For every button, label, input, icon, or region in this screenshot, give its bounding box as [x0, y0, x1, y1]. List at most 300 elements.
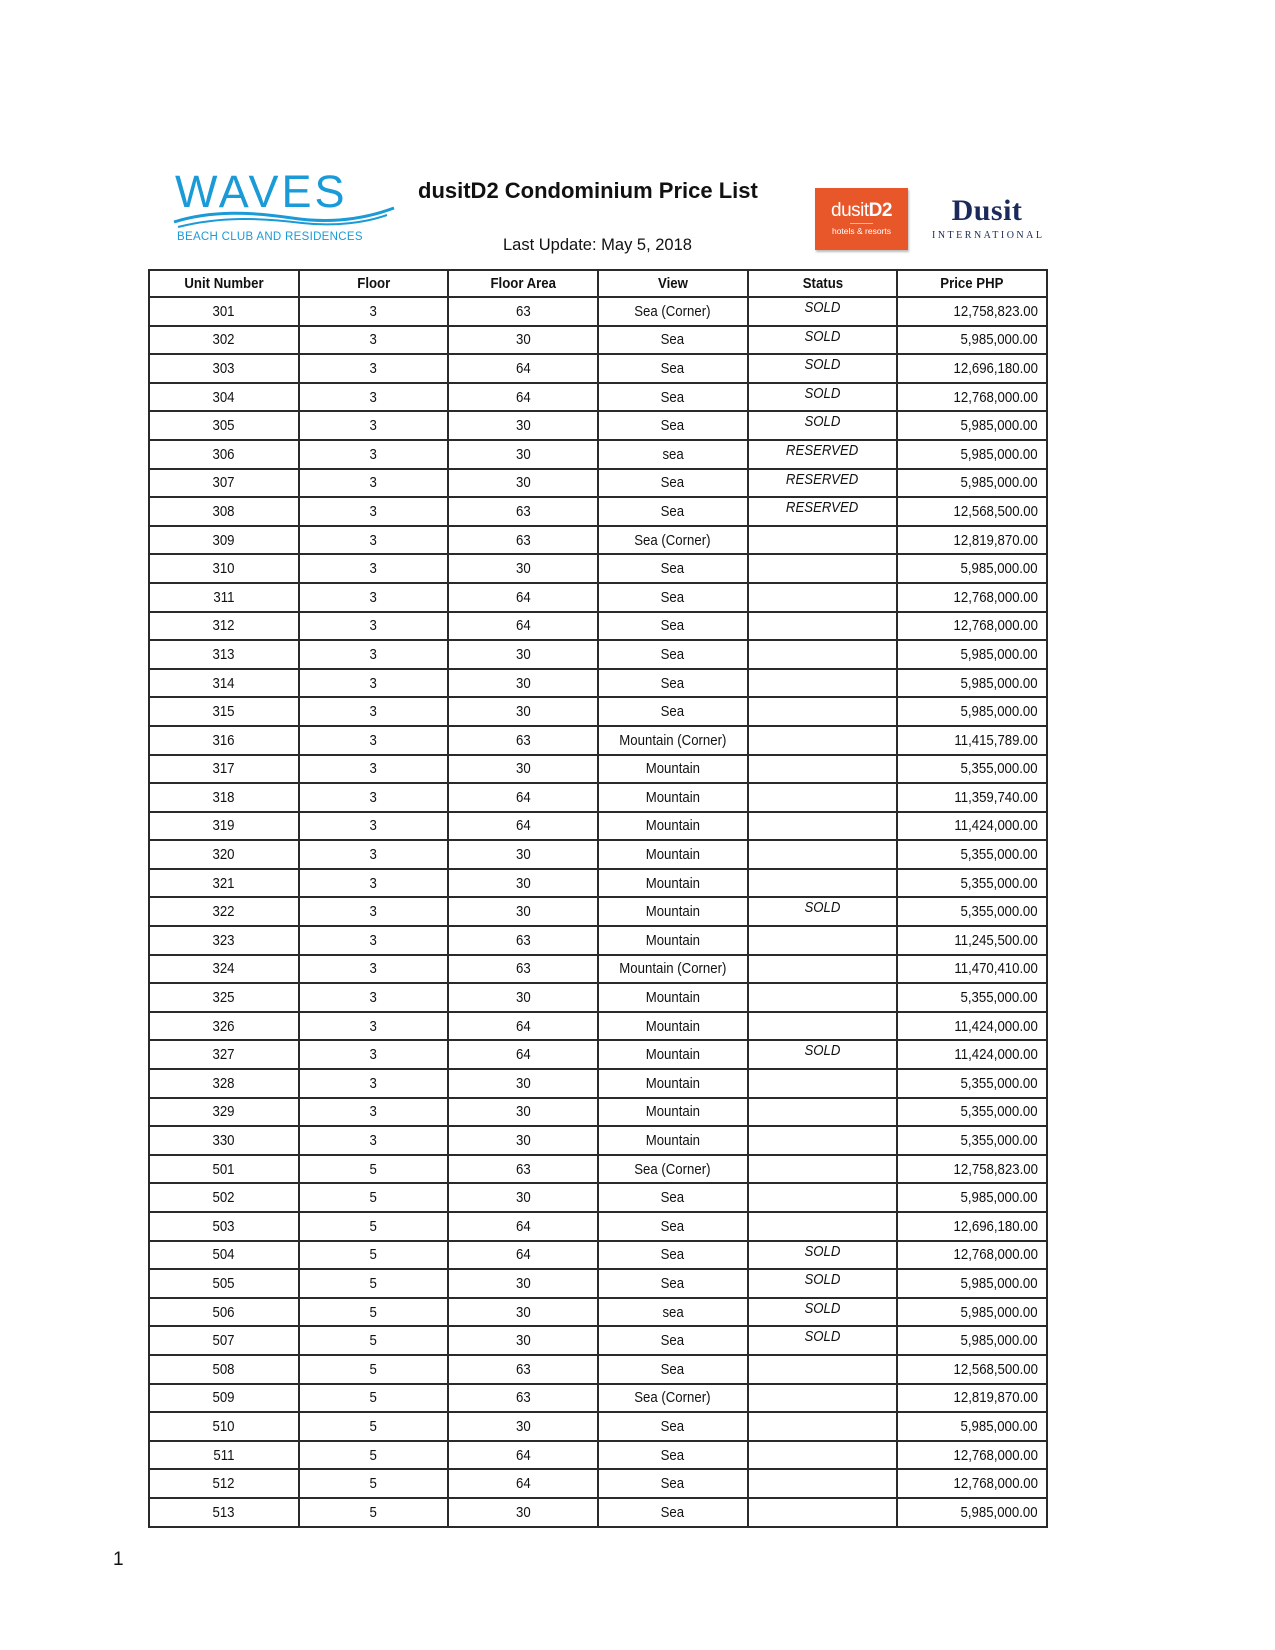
cell-value: 5,355,000.00 [960, 1103, 1038, 1121]
cell-status [748, 955, 898, 984]
waves-logo-word: WAVES [175, 166, 348, 217]
cell-floor [299, 897, 449, 926]
cell-price [897, 840, 1047, 869]
table-row [149, 1212, 1047, 1241]
cell-value: 327 [212, 1046, 235, 1064]
cell-price [897, 1155, 1047, 1184]
cell-value: 30 [515, 1503, 531, 1521]
last-update: Last Update: May 5, 2018 [503, 236, 692, 254]
cell-value: 311 [213, 588, 235, 606]
cell-price [897, 1040, 1047, 1069]
cell-floor-area [448, 1098, 598, 1127]
cell-value: 303 [212, 359, 235, 377]
cell-status [748, 440, 898, 469]
cell-floor-area [448, 297, 598, 326]
cell-value: 5,985,000.00 [960, 474, 1038, 492]
table-header-row [149, 270, 1047, 297]
cell-value: Sea [661, 560, 685, 578]
cell-unit-number [149, 383, 299, 412]
table-row [149, 583, 1047, 612]
table-row [149, 983, 1047, 1012]
cell-value: 3 [369, 588, 378, 606]
cell-unit-number [149, 1384, 299, 1413]
cell-status [748, 840, 898, 869]
cell-unit-number [149, 1269, 299, 1298]
cell-floor [299, 1441, 449, 1470]
cell-price [897, 669, 1047, 698]
table-row [149, 1012, 1047, 1041]
cell-floor [299, 1355, 449, 1384]
cell-floor [299, 1326, 449, 1355]
cell-unit-number [149, 1241, 299, 1270]
waves-logo [172, 166, 397, 250]
cell-value: 3 [369, 502, 378, 520]
cell-unit-number [149, 1298, 299, 1327]
cell-unit-number [149, 1012, 299, 1041]
cell-value: 503 [212, 1217, 235, 1235]
cell-value: SOLD [804, 1328, 841, 1346]
cell-value: 64 [515, 1446, 531, 1464]
cell-value: 64 [515, 588, 531, 606]
cell-view [598, 526, 748, 555]
table-row [149, 1126, 1047, 1155]
cell-unit-number [149, 440, 299, 469]
table-row [149, 955, 1047, 984]
table-row [149, 755, 1047, 784]
cell-value: Sea [661, 645, 685, 663]
cell-view [598, 783, 748, 812]
cell-status [748, 697, 898, 726]
table-row [149, 1469, 1047, 1498]
cell-value: 30 [515, 1274, 531, 1292]
cell-floor [299, 526, 449, 555]
cell-value: 301 [212, 302, 235, 320]
cell-floor-area [448, 526, 598, 555]
cell-value: 5 [369, 1274, 378, 1292]
cell-view [598, 955, 748, 984]
cell-value: 328 [212, 1074, 235, 1092]
cell-value: 63 [515, 960, 531, 978]
cell-floor [299, 354, 449, 383]
cell-value: 310 [212, 560, 235, 578]
cell-unit-number [149, 1126, 299, 1155]
cell-floor [299, 697, 449, 726]
cell-floor [299, 1012, 449, 1041]
cell-value: 312 [212, 617, 235, 635]
cell-floor [299, 1155, 449, 1184]
cell-view [598, 726, 748, 755]
cell-value: 3 [369, 474, 378, 492]
cell-unit-number [149, 1183, 299, 1212]
page-number: 1 [113, 1549, 124, 1570]
cell-status [748, 383, 898, 412]
cell-price [897, 583, 1047, 612]
cell-value: 11,424,000.00 [954, 817, 1038, 835]
cell-value: 3 [369, 931, 378, 949]
cell-status [748, 1155, 898, 1184]
cell-value: Sea (Corner) [634, 1389, 711, 1407]
cell-unit-number [149, 926, 299, 955]
cell-value: 63 [515, 731, 531, 749]
cell-value: 307 [212, 474, 235, 492]
cell-status [748, 554, 898, 583]
cell-value: 64 [515, 817, 531, 835]
cell-floor-area [448, 640, 598, 669]
cell-value: 5,355,000.00 [960, 1074, 1038, 1092]
table-row [149, 869, 1047, 898]
cell-unit-number [149, 297, 299, 326]
dusit-logo-word: Dusit [951, 194, 1023, 227]
cell-floor [299, 497, 449, 526]
cell-view [598, 554, 748, 583]
table-row [149, 497, 1047, 526]
cell-unit-number [149, 526, 299, 555]
cell-value: 5,985,000.00 [960, 1274, 1038, 1292]
cell-floor-area [448, 783, 598, 812]
cell-unit-number [149, 354, 299, 383]
cell-value: 5 [369, 1189, 378, 1207]
cell-value: 3 [369, 760, 378, 778]
cell-value: 12,568,500.00 [953, 502, 1038, 520]
cell-value: RESERVED [786, 470, 859, 488]
cell-value: 30 [515, 1417, 531, 1435]
cell-price [897, 1012, 1047, 1041]
cell-status [748, 640, 898, 669]
cell-view [598, 669, 748, 698]
cell-floor [299, 1040, 449, 1069]
cell-value: Sea [661, 1332, 685, 1350]
cell-price [897, 526, 1047, 555]
cell-value: 5 [369, 1332, 378, 1350]
cell-floor [299, 640, 449, 669]
cell-view [598, 869, 748, 898]
cell-view [598, 497, 748, 526]
cell-floor [299, 1498, 449, 1527]
cell-price [897, 383, 1047, 412]
cell-value: 505 [212, 1274, 235, 1292]
cell-view [598, 440, 748, 469]
table-row [149, 897, 1047, 926]
cell-floor-area [448, 1412, 598, 1441]
dusit-international-logo [932, 194, 1045, 250]
cell-value: Sea [661, 1246, 685, 1264]
cell-price [897, 1384, 1047, 1413]
cell-value: Sea (Corner) [634, 531, 711, 549]
cell-view [598, 1326, 748, 1355]
cell-floor [299, 1269, 449, 1298]
cell-value: SOLD [804, 356, 841, 374]
table-row [149, 1298, 1047, 1327]
cell-price [897, 955, 1047, 984]
cell-value: Sea [661, 1189, 685, 1207]
cell-price [897, 326, 1047, 355]
cell-value: 329 [212, 1103, 235, 1121]
cell-value: Sea [661, 502, 685, 520]
cell-value: Sea [661, 388, 685, 406]
cell-value: Mountain [645, 1074, 700, 1092]
cell-value: 3 [369, 874, 378, 892]
cell-value: 12,819,870.00 [953, 1389, 1038, 1407]
cell-unit-number [149, 983, 299, 1012]
cell-value: 5,355,000.00 [960, 903, 1038, 921]
cell-value: 30 [515, 1303, 531, 1321]
cell-value: 3 [369, 846, 378, 864]
cell-floor [299, 383, 449, 412]
cell-price [897, 783, 1047, 812]
column-header-floor-area [448, 270, 598, 297]
cell-unit-number [149, 955, 299, 984]
cell-floor-area [448, 697, 598, 726]
cell-value: 3 [369, 989, 378, 1007]
cell-value: 308 [212, 502, 235, 520]
column-header-label: Floor [356, 275, 390, 292]
table-row [149, 669, 1047, 698]
cell-floor-area [448, 955, 598, 984]
cell-status [748, 469, 898, 498]
cell-value: 3 [369, 417, 378, 435]
cell-status [748, 1441, 898, 1470]
cell-value: Sea [661, 1503, 685, 1521]
cell-value: 64 [515, 1217, 531, 1235]
cell-value: 12,768,000.00 [953, 1446, 1038, 1464]
cell-value: 321 [212, 874, 235, 892]
cell-floor-area [448, 1069, 598, 1098]
cell-value: Mountain [645, 846, 700, 864]
cell-value: Mountain [645, 1046, 700, 1064]
cell-price [897, 726, 1047, 755]
cell-view [598, 840, 748, 869]
cell-status [748, 1212, 898, 1241]
cell-status [748, 1326, 898, 1355]
cell-value: 5 [369, 1217, 378, 1235]
cell-value: 5 [369, 1389, 378, 1407]
cell-value: 11,245,500.00 [954, 931, 1038, 949]
cell-floor-area [448, 1469, 598, 1498]
cell-unit-number [149, 640, 299, 669]
cell-unit-number [149, 1069, 299, 1098]
cell-floor [299, 297, 449, 326]
table-row [149, 1269, 1047, 1298]
cell-value: Mountain [645, 788, 700, 806]
cell-value: 3 [369, 731, 378, 749]
cell-value: 508 [212, 1360, 235, 1378]
cell-floor-area [448, 983, 598, 1012]
cell-value: Sea [661, 1446, 685, 1464]
cell-floor-area [448, 669, 598, 698]
table-row [149, 297, 1047, 326]
cell-price [897, 440, 1047, 469]
cell-floor-area [448, 869, 598, 898]
cell-value: 5,985,000.00 [960, 1503, 1038, 1521]
cell-unit-number [149, 1355, 299, 1384]
cell-value: 64 [515, 617, 531, 635]
dusitd2-brand-bold: D2 [868, 200, 892, 221]
cell-status [748, 812, 898, 841]
cell-value: 30 [515, 645, 531, 663]
cell-floor-area [448, 583, 598, 612]
table-row [149, 1441, 1047, 1470]
table-row [149, 1412, 1047, 1441]
cell-value: 12,768,000.00 [953, 617, 1038, 635]
cell-value: 3 [369, 302, 378, 320]
cell-value: Sea (Corner) [634, 1160, 711, 1178]
cell-status [748, 869, 898, 898]
table-row [149, 1241, 1047, 1270]
table-row [149, 1155, 1047, 1184]
cell-status [748, 326, 898, 355]
cell-floor [299, 583, 449, 612]
table-row [149, 383, 1047, 412]
cell-value: 3 [369, 1074, 378, 1092]
cell-floor-area [448, 411, 598, 440]
cell-value: 3 [369, 1132, 378, 1150]
cell-view [598, 1355, 748, 1384]
cell-floor [299, 440, 449, 469]
cell-value: 304 [212, 388, 235, 406]
cell-value: 5,985,000.00 [960, 331, 1038, 349]
cell-view [598, 1155, 748, 1184]
dusitd2-logo [815, 188, 908, 250]
cell-value: 323 [212, 931, 235, 949]
cell-value: 5,985,000.00 [960, 703, 1038, 721]
cell-unit-number [149, 812, 299, 841]
cell-value: sea [662, 1303, 684, 1321]
cell-status [748, 1412, 898, 1441]
cell-view [598, 1384, 748, 1413]
cell-value: 318 [212, 788, 235, 806]
cell-value: 5,355,000.00 [960, 874, 1038, 892]
cell-value: 501 [212, 1160, 235, 1178]
cell-value: 3 [369, 1046, 378, 1064]
table-row [149, 783, 1047, 812]
cell-value: Mountain [645, 989, 700, 1007]
cell-value: 63 [515, 302, 531, 320]
cell-value: Sea [661, 1360, 685, 1378]
cell-value: 12,768,000.00 [953, 1475, 1038, 1493]
table-row [149, 1040, 1047, 1069]
cell-status [748, 1469, 898, 1498]
cell-value: Sea [661, 1417, 685, 1435]
cell-status [748, 1298, 898, 1327]
column-header-label: View [657, 275, 688, 292]
cell-floor [299, 812, 449, 841]
cell-floor-area [448, 612, 598, 641]
cell-view [598, 1183, 748, 1212]
cell-floor [299, 1183, 449, 1212]
cell-unit-number [149, 497, 299, 526]
cell-unit-number [149, 1412, 299, 1441]
cell-view [598, 326, 748, 355]
cell-value: 5 [369, 1160, 378, 1178]
table-row [149, 326, 1047, 355]
cell-unit-number [149, 326, 299, 355]
cell-view [598, 1498, 748, 1527]
cell-floor-area [448, 726, 598, 755]
cell-floor-area [448, 1040, 598, 1069]
cell-value: 30 [515, 1074, 531, 1092]
cell-status [748, 526, 898, 555]
cell-unit-number [149, 783, 299, 812]
cell-value: 509 [212, 1389, 235, 1407]
cell-value: 504 [212, 1246, 235, 1264]
cell-value: 507 [212, 1332, 235, 1350]
price-table [148, 269, 1048, 1528]
cell-value: 63 [515, 531, 531, 549]
column-header-label: Floor Area [490, 275, 556, 292]
cell-status [748, 612, 898, 641]
cell-value: 319 [212, 817, 235, 835]
cell-value: 5,985,000.00 [960, 560, 1038, 578]
cell-unit-number [149, 411, 299, 440]
cell-value: 3 [369, 388, 378, 406]
cell-unit-number [149, 669, 299, 698]
cell-value: 5,985,000.00 [960, 1417, 1038, 1435]
cell-status [748, 1355, 898, 1384]
cell-view [598, 1012, 748, 1041]
cell-value: 5 [369, 1246, 378, 1264]
cell-price [897, 354, 1047, 383]
cell-status [748, 1384, 898, 1413]
cell-floor-area [448, 1326, 598, 1355]
cell-price [897, 1355, 1047, 1384]
cell-value: 5,985,000.00 [960, 674, 1038, 692]
cell-value: 330 [212, 1132, 235, 1150]
cell-value: 5,985,000.00 [960, 1332, 1038, 1350]
table-row [149, 1326, 1047, 1355]
cell-floor [299, 955, 449, 984]
cell-value: 3 [369, 817, 378, 835]
cell-floor-area [448, 469, 598, 498]
cell-unit-number [149, 1212, 299, 1241]
cell-value: 3 [369, 1017, 378, 1035]
cell-view [598, 612, 748, 641]
column-header-unit-number [149, 270, 299, 297]
cell-value: 3 [369, 788, 378, 806]
cell-value: 309 [212, 531, 235, 549]
cell-status [748, 411, 898, 440]
cell-value: 320 [212, 846, 235, 864]
column-header-label: Price PHP [940, 275, 1004, 292]
wave-swoosh-icon [172, 206, 397, 230]
cell-floor [299, 1212, 449, 1241]
cell-value: 322 [212, 903, 235, 921]
cell-floor [299, 1098, 449, 1127]
cell-value: 12,696,180.00 [953, 1217, 1038, 1235]
cell-value: 5 [369, 1360, 378, 1378]
cell-view [598, 1269, 748, 1298]
cell-value: 11,415,789.00 [954, 731, 1038, 749]
table-row [149, 1183, 1047, 1212]
table-row [149, 1498, 1047, 1527]
cell-price [897, 497, 1047, 526]
dusitd2-divider [850, 223, 873, 224]
cell-value: 30 [515, 445, 531, 463]
cell-value: 326 [212, 1017, 235, 1035]
cell-status [748, 755, 898, 784]
dusitd2-logo-tagline: hotels & resorts [831, 226, 892, 236]
cell-value: 64 [515, 388, 531, 406]
cell-view [598, 411, 748, 440]
cell-value: 30 [515, 1332, 531, 1350]
cell-price [897, 869, 1047, 898]
cell-value: 306 [212, 445, 235, 463]
cell-value: RESERVED [786, 441, 859, 459]
cell-unit-number [149, 1098, 299, 1127]
cell-unit-number [149, 554, 299, 583]
cell-value: 12,768,000.00 [953, 388, 1038, 406]
cell-floor [299, 326, 449, 355]
cell-unit-number [149, 840, 299, 869]
